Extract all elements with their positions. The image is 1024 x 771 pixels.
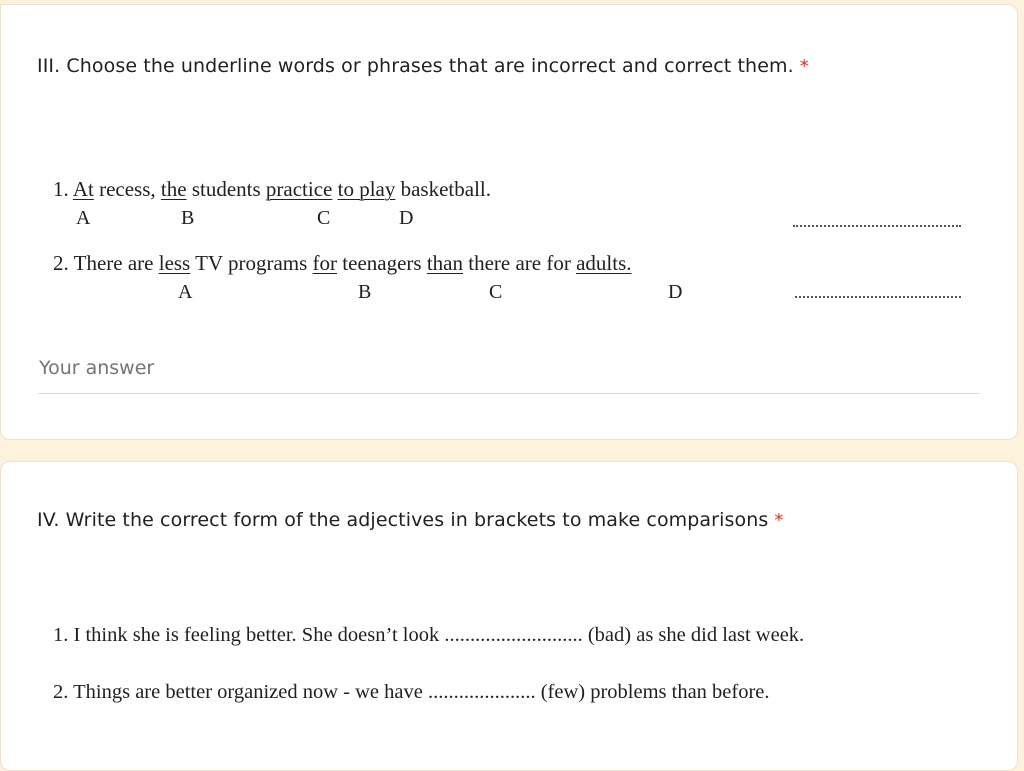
option-letter-a: A bbox=[178, 281, 193, 303]
option-letter-d: D bbox=[668, 281, 683, 303]
exercise-item-1: 1. I think she is feeling better. She doesn’t look ........................... (bad) as she did last week. bbox=[53, 624, 805, 646]
question-title bbox=[37, 509, 783, 531]
item-number: 2. bbox=[53, 251, 69, 275]
question-card-3 bbox=[0, 4, 1018, 440]
plain-text: teenagers bbox=[337, 251, 427, 275]
answer-dotted-line bbox=[795, 296, 961, 298]
exercise-item-2: 2. Things are better organized now - we have ..................... (few) problems than before. bbox=[53, 681, 770, 703]
underlined-word-d: to play bbox=[337, 177, 396, 201]
item-number: 1. bbox=[53, 177, 69, 201]
answer-input[interactable]: Your answer bbox=[39, 357, 155, 379]
underlined-word-b: the bbox=[160, 177, 187, 201]
option-letter-b: B bbox=[358, 281, 372, 303]
question-card-4 bbox=[0, 461, 1018, 771]
underlined-word-d: adults. bbox=[576, 251, 632, 275]
option-letter-c: C bbox=[489, 281, 503, 303]
option-letter-c: C bbox=[317, 207, 331, 229]
option-letter-a: A bbox=[76, 207, 91, 229]
plain-text: TV programs bbox=[190, 251, 313, 275]
answer-dotted-line bbox=[793, 225, 961, 227]
required-asterisk: * bbox=[774, 510, 784, 531]
underlined-word-c: than bbox=[426, 251, 463, 275]
question-title-text: IV. Write the correct form of the adjectives in brackets to make comparisons bbox=[37, 509, 769, 531]
plain-text: There are bbox=[73, 251, 159, 275]
underlined-word-a: less bbox=[158, 251, 191, 275]
underlined-word-a: At bbox=[72, 177, 94, 201]
exercise-item-2 bbox=[53, 251, 632, 276]
underlined-word-c: practice bbox=[265, 177, 333, 201]
exercise-item-1 bbox=[53, 177, 491, 202]
required-asterisk: * bbox=[799, 56, 809, 77]
plain-text: students bbox=[186, 177, 266, 201]
plain-text: basketball. bbox=[395, 177, 491, 201]
question-title bbox=[37, 55, 809, 77]
plain-text: there are for bbox=[463, 251, 577, 275]
underlined-word-b: for bbox=[312, 251, 338, 275]
option-letter-b: B bbox=[181, 207, 195, 229]
plain-text: recess, bbox=[93, 177, 161, 201]
option-letter-d: D bbox=[399, 207, 414, 229]
answer-input-underline bbox=[38, 393, 980, 394]
question-title-text: III. Choose the underline words or phrases that are incorrect and correct them. bbox=[37, 55, 794, 77]
